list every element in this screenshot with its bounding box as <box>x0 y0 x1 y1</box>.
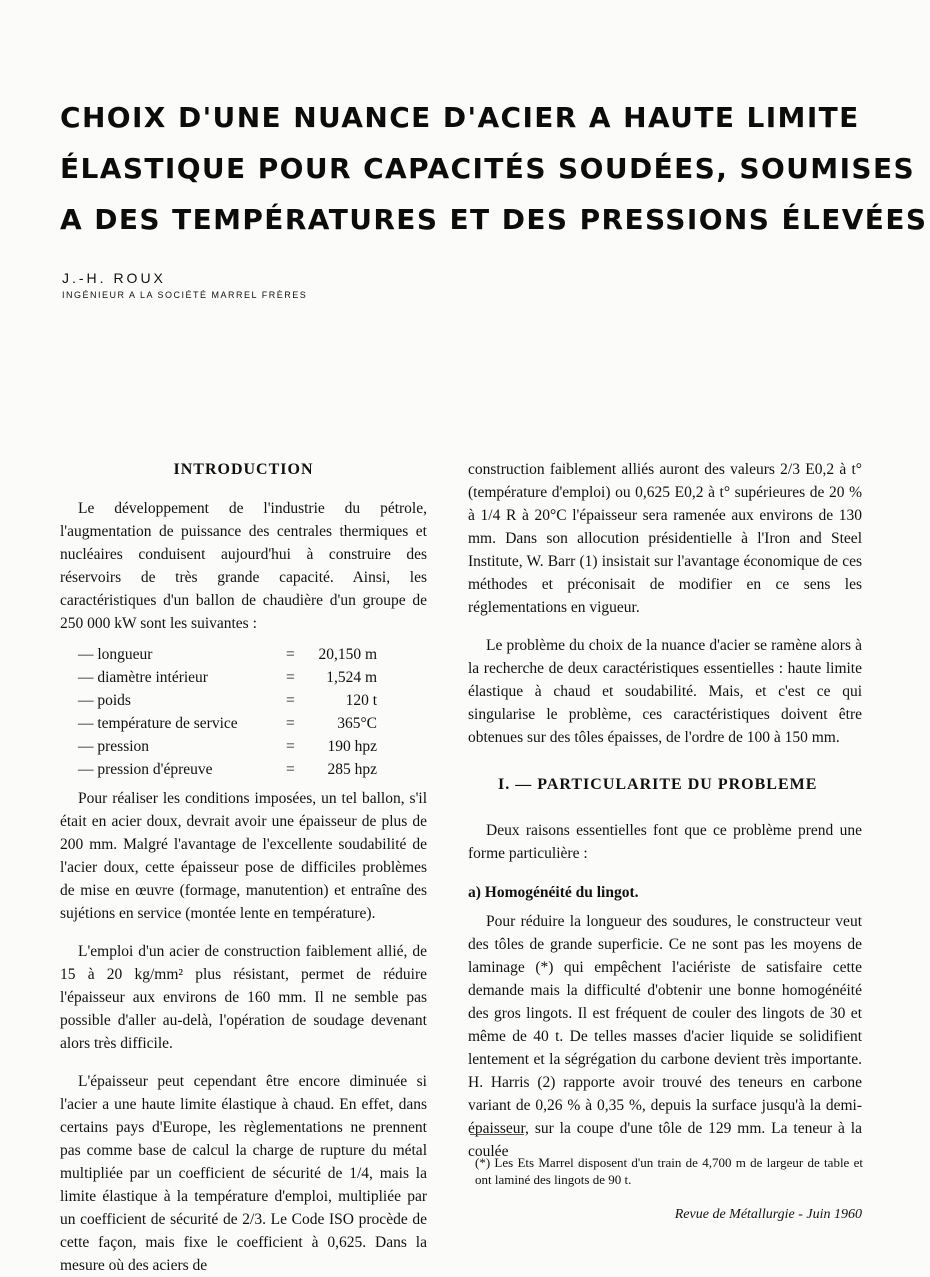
paragraph: Le problème du choix de la nuance d'acier se ramène alors à la recherche de deux caractéristiques essentielles : haute limite élastique à chaud et soudabilité. Mais, et c'est ce qui singularise le problème, ces caractéristiques doivent être obtenues sur des tôles épaisses, de l'ordre de 100 à 150 mm. <box>468 637 862 746</box>
spec-value: 285 hpz <box>327 761 377 778</box>
paragraph: L'épaisseur peut cependant être encore diminuée si l'acier a une haute limite élastique à chaud. En effet, dans certains pays d'Europe, les règlementations ne prennent pas comme base de calcul la charge de rupture du métal multipliée par un coefficient de sécurité de 1/4, mais la limite élastique à la température d'emploi, multipliée par un coefficient de sécurité de 2/3. Le Code ISO procède de cette façon, mais fixe le coefficient à 0,625. Dans la mesure où des aciers de <box>60 1073 427 1274</box>
article-title <box>60 92 928 245</box>
title-line: CHOIX D'UNE NUANCE D'ACIER A HAUTE LIMITE <box>60 101 860 134</box>
spec-value: 120 t <box>345 692 377 709</box>
paragraph: Deux raisons essentielles font que ce problème prend une forme particulière : <box>468 822 862 862</box>
spec-label: — diamètre intérieur <box>78 669 208 686</box>
subsection-heading: a) Homogénéité du lingot. <box>468 884 639 901</box>
spec-item <box>60 735 427 758</box>
paragraph: Pour réaliser les conditions imposées, un tel ballon, s'il était en acier doux, devrait avoir une épaisseur de plus de 200 mm. Malgré l'avantage de l'excellente soudabilité de l'acier doux, cette épaisseur pose de difficiles problèmes de mise en œuvre (formage, manutention) et entraîne des sujétions en service (montée lente en température). <box>60 790 427 922</box>
journal-footer: Revue de Métallurgie - Juin 1960 <box>674 1207 862 1222</box>
title-line: A DES TEMPÉRATURES ET DES PRESSIONS ÉLEVÉES <box>60 203 928 236</box>
spec-item <box>60 758 427 781</box>
spec-value: 190 hpz <box>327 738 377 755</box>
spec-label: — température de service <box>78 715 238 732</box>
footnote-divider <box>470 1134 524 1135</box>
spec-value: 20,150 m <box>318 646 377 663</box>
spec-equals: = <box>286 738 295 755</box>
spec-equals: = <box>286 669 295 686</box>
section-heading-introduction: INTRODUCTION <box>173 461 314 478</box>
right-column <box>468 458 862 1163</box>
footnote: (*) Les Ets Marrel disposent d'un train de 4,700 m de largeur de table et ont laminé des lingots de 90 t. <box>475 1155 863 1187</box>
spec-value: 365°C <box>337 715 377 732</box>
spec-equals: = <box>286 692 295 709</box>
paragraph: L'emploi d'un acier de construction faiblement allié, de 15 à 20 kg/mm² plus résistant, permet de réduire l'épaisseur aux environs de 160 mm. Il ne semble pas possible d'aller au-delà, l'opération de soudage devenant alors très difficile. <box>60 943 427 1052</box>
spec-label: — poids <box>78 692 131 709</box>
spec-value: 1,524 m <box>326 669 377 686</box>
paragraph: Le développement de l'industrie du pétrole, l'augmentation de puissance des centrales thermiques et nucléaires conduisent aujourd'hui à construire des réservoirs de très grande capacité. Ainsi, les caractéristiques d'un ballon de chaudière d'un groupe de 250 000 kW sont les suivantes : <box>60 500 427 632</box>
spec-equals: = <box>286 646 295 663</box>
paragraph: construction faiblement alliés auront des valeurs 2/3 E0,2 à t° (température d'emploi) ou 0,625 E0,2 à t° supérieures de 20 % à 1/4 R à 20°C l'épaisseur sera ramenée aux environs de 130 mm. Dans son allocution présidentielle à l'Iron and Steel Institute, W. Barr (1) insistait sur l'avantage économique de ces méthodes et préconisait de modifier en ce sens les réglementations en vigueur. <box>468 461 862 616</box>
author-name: J.-H. ROUX <box>62 270 166 286</box>
spec-item <box>60 643 427 666</box>
spec-label: — pression <box>78 738 150 755</box>
spec-list <box>60 643 427 781</box>
left-column <box>60 458 427 1277</box>
section-heading-particularite: I. — PARTICULARITE DU PROBLEME <box>498 776 818 793</box>
spec-item <box>60 712 427 735</box>
spec-equals: = <box>286 715 295 732</box>
paragraph: Pour réduire la longueur des soudures, le constructeur veut des tôles de grande superficie. Ce ne sont pas les moyens de laminage (*) qui empêchent l'aciériste de satisfaire cette demande mais la difficulté d'obtenir une bonne homogénéité des gros lingots. Il est fréquent de couler des lingots de 30 et même de 40 t. De telles masses d'acier liquide se solidifient lentement et la ségrégation du carbone devient très importante. H. Harris (2) rapporte avoir trouvé des teneurs en carbone variant de 0,26 % à 0,35 %, depuis la surface jusqu'à la demi-épaisseur, sur la coupe d'une tôle de 129 mm. La teneur à la coulée <box>468 913 862 1160</box>
title-line: ÉLASTIQUE POUR CAPACITÉS SOUDÉES, SOUMISES <box>60 152 916 185</box>
spec-item <box>60 689 427 712</box>
spec-equals: = <box>286 761 295 778</box>
spec-label: — pression d'épreuve <box>78 761 213 778</box>
spec-item <box>60 666 427 689</box>
author-affiliation: INGÉNIEUR A LA SOCIÉTÉ MARREL FRÈRES <box>62 290 308 300</box>
spec-label: — longueur <box>78 646 153 663</box>
